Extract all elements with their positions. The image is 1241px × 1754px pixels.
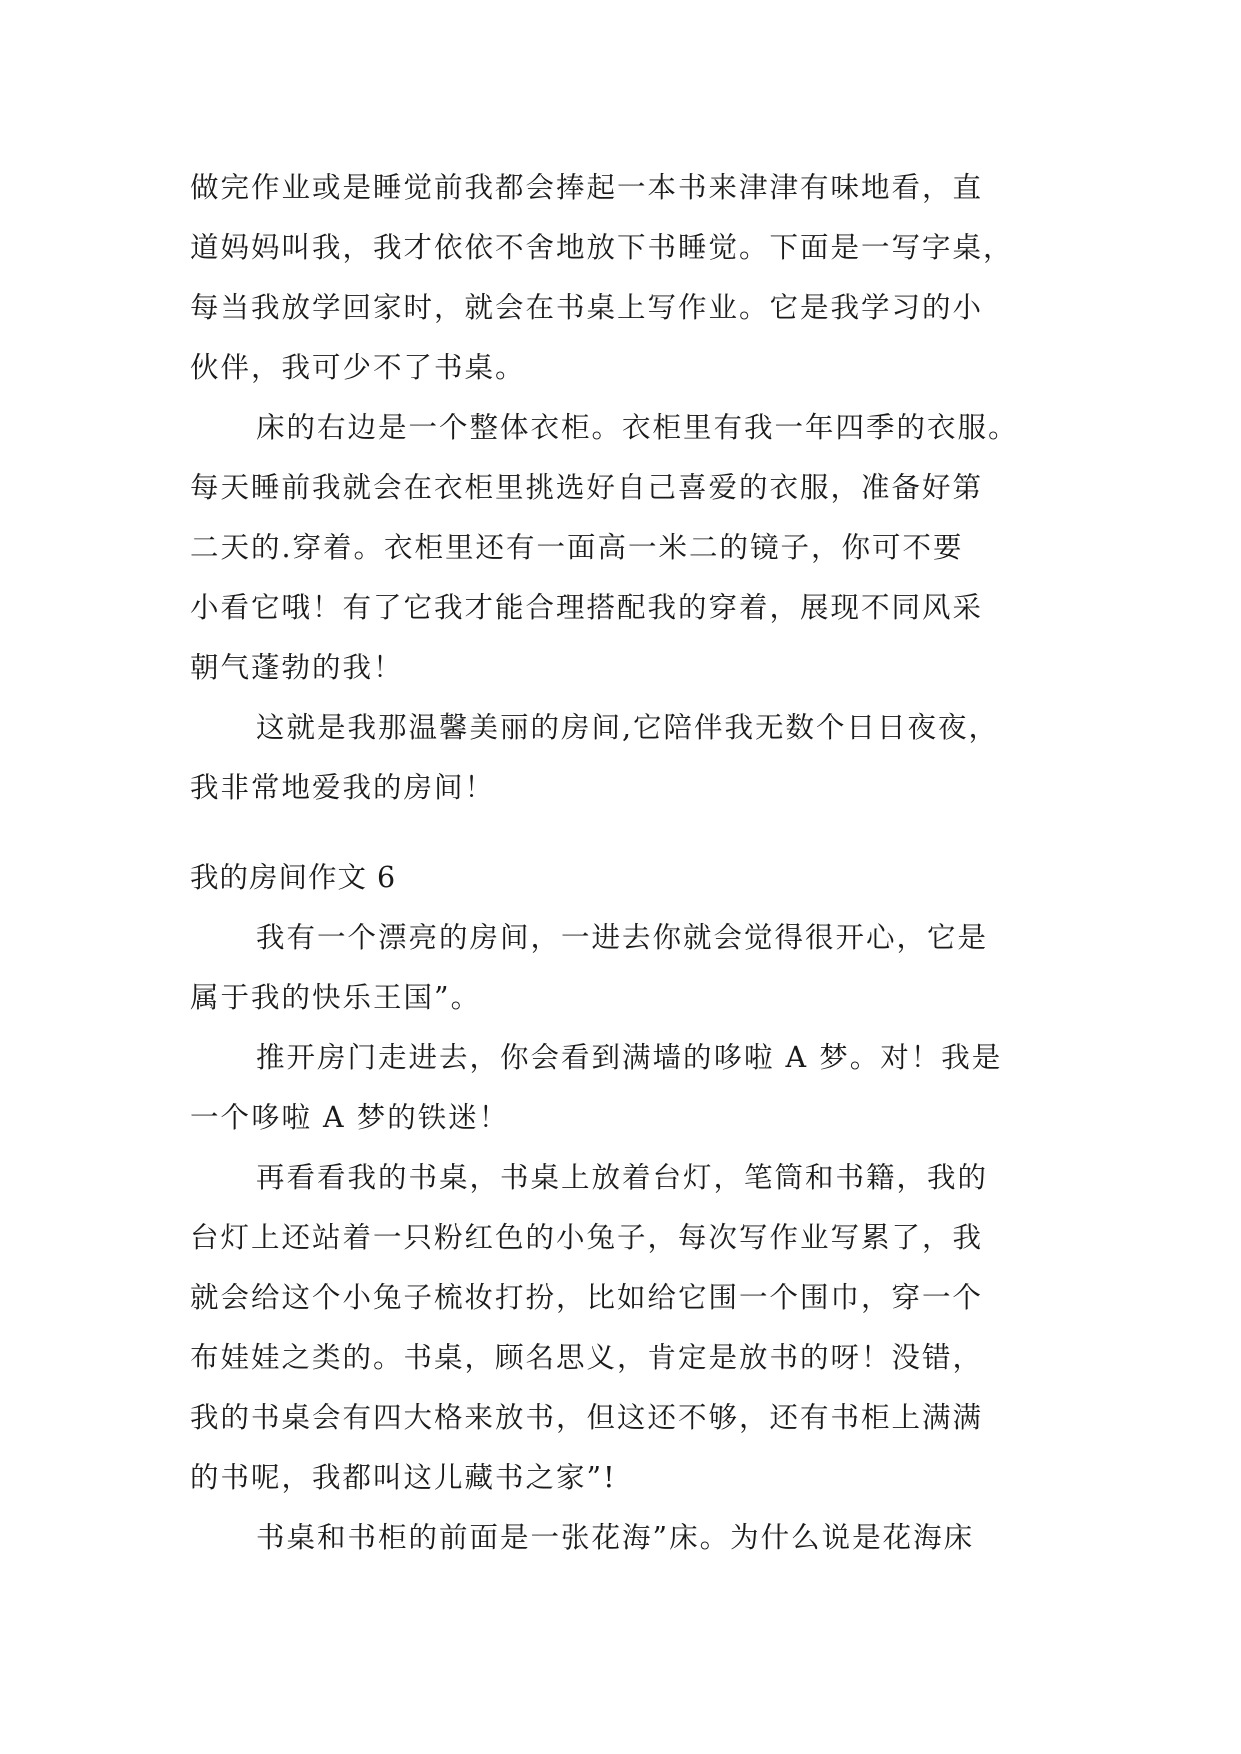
paragraph-line: 朝气蓬勃的我！: [190, 651, 404, 684]
paragraph-line: 书桌和书柜的前面是一张花海”床。为什么说是花海床: [256, 1521, 975, 1554]
paragraph-line: 我非常地爱我的房间！: [190, 771, 496, 804]
paragraph-line: 伙伴，我可少不了书桌。: [190, 351, 526, 384]
paragraph-line: 每天睡前我就会在衣柜里挑选好自己喜爱的衣服，准备好第: [190, 471, 984, 504]
paragraph-line: 道妈妈叫我，我才依依不舍地放下书睡觉。下面是一写字桌，: [190, 231, 1014, 264]
paragraph-line: 就会给这个小兔子梳妆打扮，比如给它围一个围巾，穿一个: [190, 1281, 984, 1314]
paragraph-line: 我有一个漂亮的房间，一进去你就会觉得很开心，它是: [256, 921, 989, 954]
continued-text-block: [190, 158, 1060, 818]
paragraph-line: 这就是我那温馨美丽的房间,它陪伴我无数个日日夜夜，: [256, 711, 1000, 744]
paragraph-line: 属于我的快乐王国”。: [190, 981, 482, 1014]
paragraph-line: 床的右边是一个整体衣柜。衣柜里有我一年四季的衣服。: [256, 411, 1019, 444]
article-block: [190, 848, 1060, 1568]
paragraph-line: 二天的.穿着。衣柜里还有一面高一米二的镜子，你可不要: [190, 531, 964, 564]
article-title: 我的房间作文 6: [190, 861, 397, 894]
paragraph-line: 做完作业或是睡觉前我都会捧起一本书来津津有味地看，直: [190, 171, 984, 204]
paragraph-line: 一个哆啦 A 梦的铁迷！: [190, 1101, 510, 1134]
paragraph-line: 推开房门走进去，你会看到满墙的哆啦 A 梦。对！我是: [256, 1041, 1003, 1074]
paragraph-line: 布娃娃之类的。书桌，顾名思义，肯定是放书的呀！没错，: [190, 1341, 984, 1374]
paragraph-line: 小看它哦！有了它我才能合理搭配我的穿着，展现不同风采: [190, 591, 984, 624]
paragraph-line: 再看看我的书桌，书桌上放着台灯，笔筒和书籍，我的: [256, 1161, 989, 1194]
paragraph-line: 每当我放学回家时，就会在书桌上写作业。它是我学习的小: [190, 291, 984, 324]
paragraph-line: 的书呢，我都叫这儿藏书之家”!: [190, 1461, 617, 1494]
paragraph-line: 台灯上还站着一只粉红色的小兔子，每次写作业写累了，我: [190, 1221, 984, 1254]
paragraph-line: 我的书桌会有四大格来放书，但这还不够，还有书柜上满满: [190, 1401, 984, 1434]
